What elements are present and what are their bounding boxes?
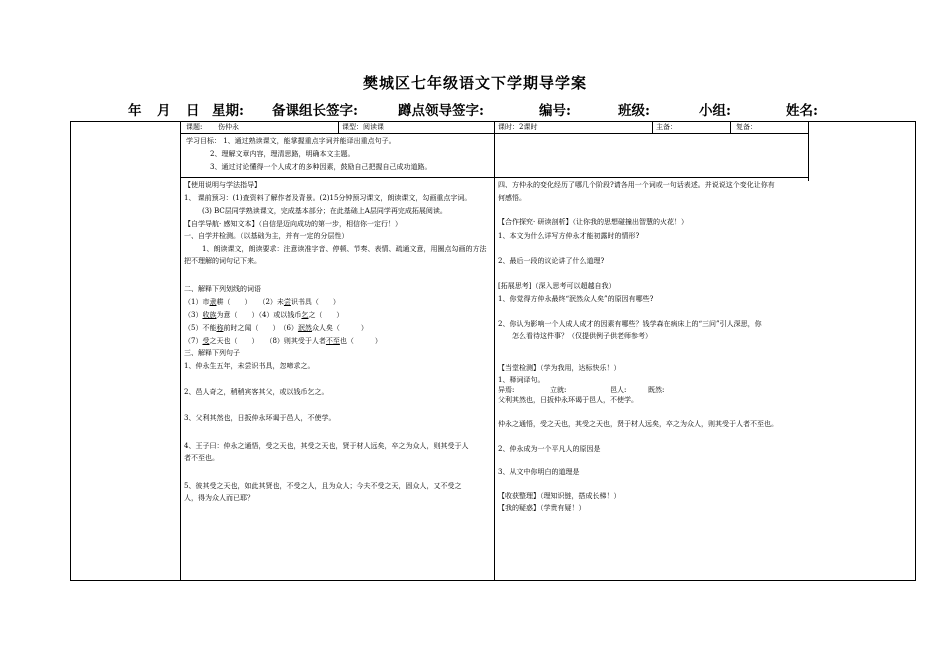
test-item-1: 1、释词译句。 [498, 376, 545, 384]
self-study-heading: 【自学导航· 感知文本】（自信是迈向成功的第一步，相信你一定行！） [184, 220, 402, 228]
right-column [498, 180, 808, 513]
classroom-test-heading: 【当堂检测】（学为我用，达标快乐！） [498, 364, 621, 372]
info-divider-2 [652, 121, 653, 133]
goal-2: 2、理解文章内容，理清思路，明确本文主题。 [210, 150, 355, 158]
harvest-heading: 【收获整理】（理知识链，搭成长梯！） [498, 492, 621, 500]
info-divider-1 [338, 121, 339, 133]
header-day: 日 [186, 103, 200, 119]
goal-3: 3、通过讨论懂得一个人成才的多种因素，鼓励自己把握自己成功道路。 [210, 163, 432, 171]
self-test-intro: 一、自学并检测。（以基础为主，并有一定的分层性） [184, 232, 349, 240]
lesson-hours: 课时：2课时 [498, 123, 538, 131]
col-divider-2 [494, 121, 495, 581]
header-lead-sign: 蹲点领导签字: [398, 103, 484, 119]
header-group-leader-sign: 备课组长签字: [272, 103, 358, 119]
main-preparer: 主备： [656, 123, 677, 131]
word-item-7-8: （7）受之天也（ ） （8）则其受于人者不至也（ ） [184, 337, 382, 345]
extension-question-2: 2、你认为影响一个人成人成才的因素有哪些？钱学森在病床上的“三问”引人深思，你 [498, 320, 762, 328]
header-weekday: 星期: [212, 103, 244, 119]
sentence-4-cont: 者不至也。 [184, 454, 219, 462]
extension-question-2-cont: 怎么看待这件事？（仅提供例子供老师参考） [512, 332, 652, 340]
cooperative-heading: 【合作探究· 研读剖析】（让你我的思想碰撞出智慧的火花！） [498, 218, 688, 226]
topic-label: 课题: [186, 123, 203, 131]
header-number: 编号: [539, 103, 571, 119]
goal-1: 学习目标： 1、通过熟读课文，能掌握重点字词并能译出重点句子。 [186, 137, 396, 145]
test-sentence-1: 父利其然也，日扳仲永环谒于邑人，不使学。 [498, 396, 638, 404]
stage-question-cont: 何感悟。 [498, 194, 526, 202]
preview-instruction-2: (3) BC层同学熟读课文，完成基本部分；在此基础上A层同学再完成拓展阅读。 [202, 207, 447, 215]
test-word-1: 异焉: [498, 386, 515, 394]
goals-row-divider [180, 177, 808, 178]
header-month: 月 [157, 103, 171, 119]
sentence-4: 4、王子曰：仲永之通悟，受之天也，其受之天也，贤于材人远矣，卒之为众人，则其受于人 [184, 442, 469, 450]
sentence-5: 5、彼其受之天也，如此其贤也，不受之人，且为众人；今夫不受之天，固众人，又不受之 [184, 482, 462, 490]
reading-requirement: 1、朗读课文，朗读要求：注意读准字音、停顿、节奏、表情、疏通文意，用圈点勾画的方法 [202, 245, 487, 253]
col-divider-1 [180, 121, 181, 581]
sentence-1: 1、仲永生五年，未尝识书具，忽啼求之。 [184, 362, 315, 370]
cooperative-question-1: 1、本文为什么详写方仲永才能初露时的情形? [498, 232, 640, 240]
test-word-row [498, 385, 808, 395]
sentence-explain-heading: 三、解释下列句子 [184, 349, 240, 357]
page-title: 樊城区七年级语文下学期导学案 [362, 74, 587, 92]
header-team: 小组: [699, 103, 731, 119]
sentence-5-cont: 人，得为众人而已耶？ [184, 494, 254, 502]
test-sentence-2: 仲永之通悟，受之天也，其受之天也，贤于材人远矣，卒之为众人，则其受于人者不至也。 [498, 420, 778, 428]
info-row-divider [180, 133, 808, 134]
sentence-3: 3、父利其然也，日扳仲永环谒于邑人，不使学。 [184, 414, 336, 422]
header-class: 班级: [618, 103, 650, 119]
reviewer: 复备： [736, 123, 757, 131]
extension-question-1: 1、你觉得方仲永最终“泯然众人矣”的原因有哪些? [498, 295, 654, 303]
left-column [184, 180, 490, 503]
word-item-1-2: （1）市隶耕（ ） （2）未尝识书具（ ） [184, 298, 340, 306]
info-divider-3 [730, 121, 731, 133]
word-explain-heading: 二、解释下列划线的词语 [184, 285, 261, 293]
preview-instruction-1: 1、 课前预习：(1)查资料了解作者及背景。(2)15分钟预习课文，朗读课文，勾画重点字词。 [184, 194, 472, 202]
reading-requirement-cont: 把不理解的词句记下来。 [184, 257, 261, 265]
test-item-3: 3、从文中你明白的道理是 [498, 468, 580, 476]
stage-question: 四、方仲永的变化经历了哪几个阶段?请各用一个词或一句话表述。并说说这个变化让你有 [498, 181, 775, 189]
cooperative-question-2: 2、最后一段的议论讲了什么道理? [498, 257, 605, 265]
header-name: 姓名: [786, 103, 818, 119]
test-item-2: 2、仲永成为一个平凡人的原因是 [498, 445, 601, 453]
header-year: 年 [128, 103, 142, 119]
test-word-3: 邑人: [610, 386, 627, 394]
lesson-type: 课型：阅读课 [342, 123, 384, 131]
word-item-3-4: （3）收族为意（ ）（4）或以钱币乞之（ ） [184, 311, 344, 319]
topic-value: 伤仲永 [218, 123, 239, 131]
test-word-4: 既然: [648, 386, 665, 394]
sentence-2: 2、邑人奇之，稍稍宾客其父，或以钱币乞之。 [184, 388, 329, 396]
header-row [0, 99, 950, 119]
usage-guide-heading: 【使用说明与学法指导】 [184, 181, 261, 189]
doubt-heading: 【我的疑惑】（学贵有疑！） [498, 504, 586, 512]
word-item-5-6: （5）不能称前时之闻（ ） （6）泯然众人矣（ ） [184, 324, 368, 332]
info-divider-4 [808, 121, 809, 181]
extension-heading: [拓展思考]（深入思考可以超越自我） [498, 282, 616, 290]
test-word-2: 立就: [550, 386, 567, 394]
